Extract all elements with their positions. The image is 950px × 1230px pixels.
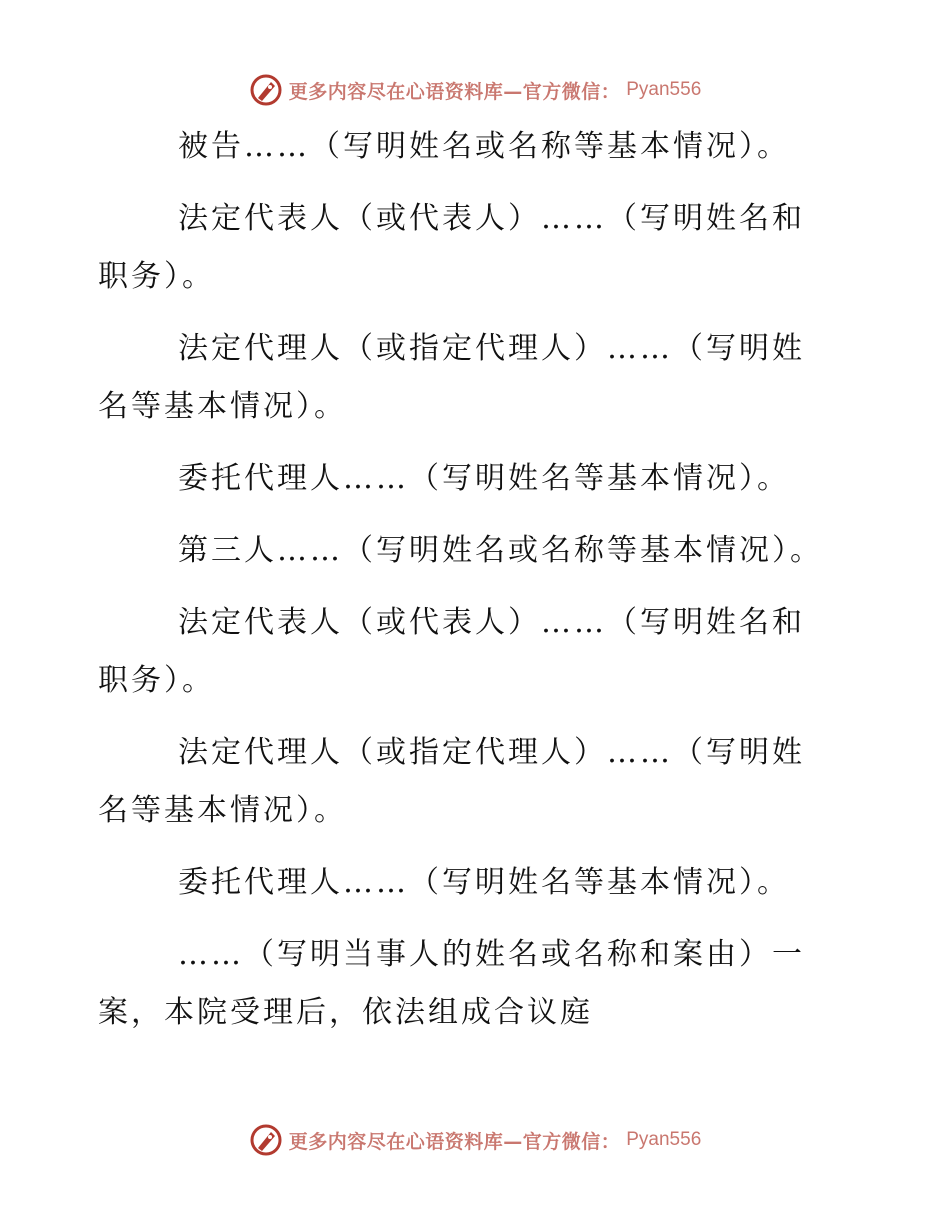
paragraph-legal-representative-1: 法定代表人（或代表人）……（写明姓名和职务）。 [98, 201, 805, 294]
paragraph-statutory-agent-2: 法定代理人（或指定代理人）……（写明姓名等基本情况）。 [98, 735, 805, 828]
watermark-handle: Pyan556 [626, 79, 702, 100]
paragraph-entrusted-agent-1: 委托代理人……（写明姓名等基本情况）。 [178, 461, 790, 496]
watermark-text: 更多内容尽在心语资料库—官方微信： [288, 1130, 621, 1153]
paragraph-third-party: 第三人……（写明姓名或名称等基本情况）。 [178, 533, 823, 568]
paragraph-case-intro: ……（写明当事人的姓名或名称和案由）一案，本院受理后，依法组成合议庭 [98, 937, 805, 1030]
watermark-text: 更多内容尽在心语资料库—官方微信： [288, 80, 621, 103]
document-body [98, 118, 828, 1056]
paragraph-defendant: 被告……（写明姓名或名称等基本情况）。 [178, 129, 790, 164]
footer-watermark [0, 1120, 950, 1160]
paragraph-statutory-agent-1: 法定代理人（或指定代理人）……（写明姓名等基本情况）。 [98, 331, 805, 424]
watermark-handle: Pyan556 [626, 1129, 702, 1150]
paragraph-legal-representative-2: 法定代表人（或代表人）……（写明姓名和职务）。 [98, 605, 805, 698]
header-watermark [0, 70, 950, 110]
paragraph-entrusted-agent-2: 委托代理人……（写明姓名等基本情况）。 [178, 865, 790, 900]
pen-nib-logo-icon [249, 73, 283, 107]
pen-nib-logo-icon [249, 1123, 283, 1157]
